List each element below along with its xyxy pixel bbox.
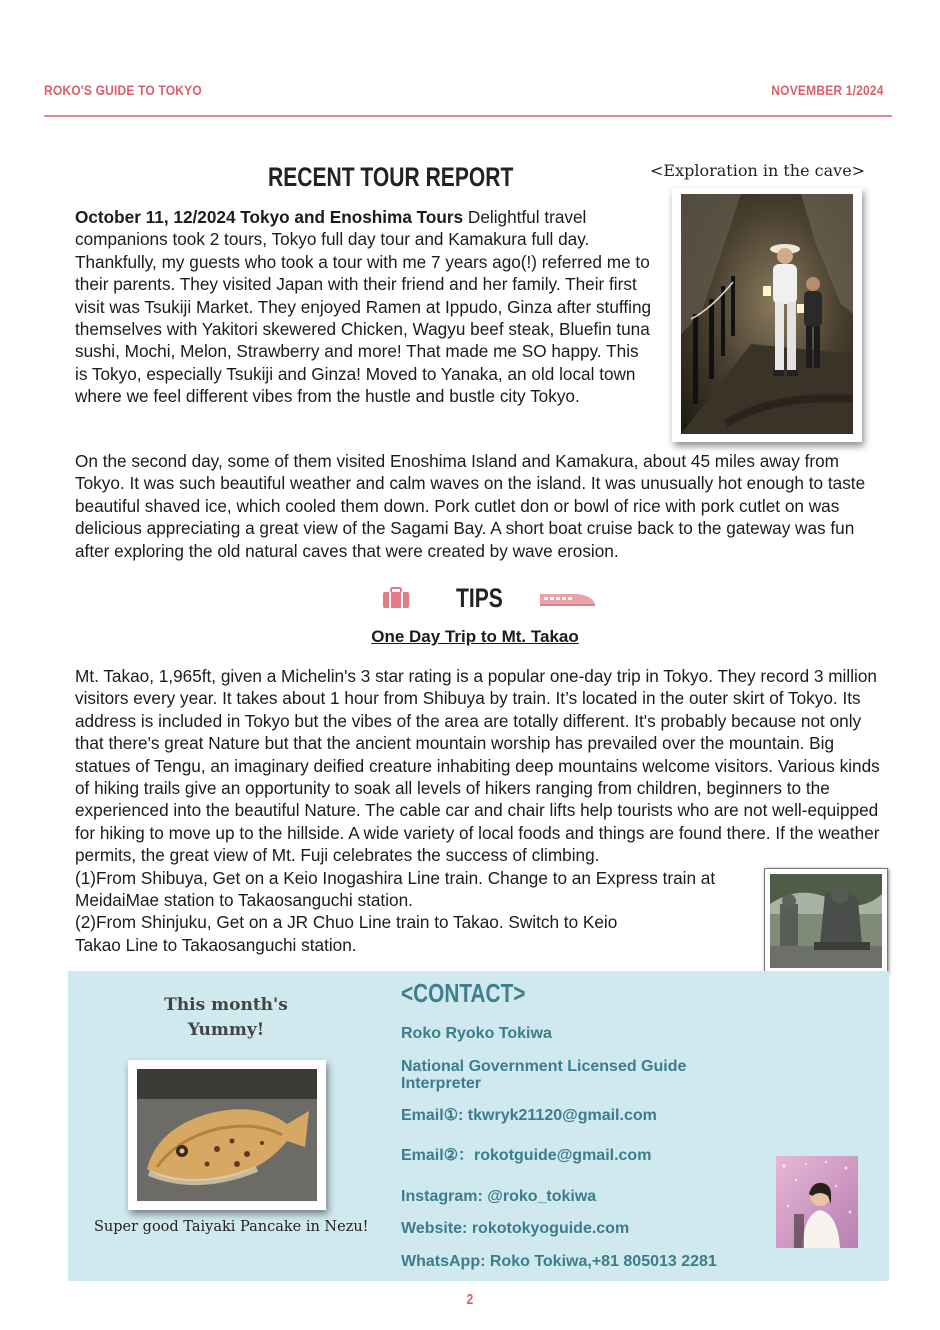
tips-route-shinjuku: (2)From Shinjuku, Get on a JR Chuo Line train to Takao. Switch to Keio Takao Line to Takaosanguchi station.	[75, 912, 618, 955]
taiyaki-photo	[128, 1060, 326, 1210]
contact-email-1[interactable]: Email①: tkwryk21120@gmail.com	[401, 1107, 657, 1124]
contact-role-line1: National Government Licensed Guide	[401, 1058, 687, 1075]
tips-subtitle: One Day Trip to Mt. Takao	[371, 627, 579, 646]
contact-instagram[interactable]: Instagram: @roko_tokiwa	[401, 1188, 597, 1205]
header-publication-title: ROKO'S GUIDE TO TOKYO	[44, 82, 202, 98]
cave-exploration-photo	[672, 188, 862, 442]
report-paragraph-1-text: Delightful travel companions took 2 tours, Tokyo full day tour and Kamakura full day. Thankfully, my guests who took a tour with me 7 years ago(!) referred me to their parents. They visited Japan with their friend and her family. Their first visit was Tsukiji Market. They enjoyed Ramen at Ippudo, Ginza after stuffing themselves with Yakitori skewered Chicken, Wagyu beef steak, Bluefin tuna sushi, Mochi, Melon, Strawberry and more! That made me SO happy. This is Tokyo, especially Tsukiji and Ginza! Moved to Yanaka, an old local town where we feel different vibes from the hustle and bustle city Tokyo.	[75, 207, 652, 407]
contact-email-2[interactable]: Email②：rokotguide@gmail.com	[401, 1147, 652, 1164]
statue-photo-image	[770, 874, 882, 968]
tips-paragraph: Mt. Takao, 1,965ft, given a Michelin's 3 star rating is a popular one-day trip in Tokyo. They record 3 million visitors every year. It takes about 1 hour from Shibuya by train. It’s located in the outer skirt of Tokyo. Its address is included in Tokyo but the vibes of the area are totally different. It's probably because not only that there's great Nature but that the ancient mountain worship has prevailed over the mountain. Big statues of Tengu, an imaginary deified creature inhabiting deep mountains welcome visitors. Various kinds of hiking trails give an opportunity to soak all levels of hikers ranging from children, beginners to the experienced into the beautiful Nature. The cable car and chair lifts help tourists who are not well-equipped for hiking to move up to the hillside. A wide variety of local foods and things are found there. If the weather permits, the great view of Mt. Fuji celebrates the success of climbing.	[75, 666, 880, 866]
report-paragraph-1	[75, 206, 655, 408]
yummy-heading	[120, 993, 332, 1043]
report-section-title: RECENT TOUR REPORT	[268, 162, 514, 192]
header-divider	[44, 115, 892, 117]
tengu-statue-photo	[764, 868, 888, 974]
yummy-heading-line1: This month's	[164, 995, 288, 1015]
tips-route-shibuya: (1)From Shibuya, Get on a Keio Inogashira Line train. Change to an Express train at MeidaiMae station to Takaosanguchi station.	[75, 867, 716, 911]
cave-photo-caption: <Exploration in the cave>	[650, 161, 866, 180]
contact-whatsapp[interactable]: WhatsApp: Roko Tokiwa,+81 805013 2281	[401, 1253, 717, 1270]
suitcase-icon	[382, 587, 410, 609]
bullet-train-icon	[538, 590, 596, 608]
contact-name: Roko Ryoko Tokiwa	[401, 1025, 552, 1042]
report-lead: October 11, 12/2024 Tokyo and Enoshima Tours	[75, 207, 464, 227]
contact-role-line2: Interpreter	[401, 1075, 482, 1092]
contact-heading: <CONTACT>	[401, 978, 526, 1008]
guide-portrait-photo	[776, 1156, 858, 1248]
report-paragraph-2: On the second day, some of them visited Enoshima Island and Kamakura, about 45 miles away from Tokyo. It was such beautiful weather and calm waves on the island. It was unusually hot enough to taste beautiful shaved ice, which cooled them down. Pork cutlet don or bowl of rice with pork cutlet on was delicious appreciating a great view of the Sagami Bay. A short boat cruise back to the gateway was fun after exploring the old natural caves that were created by wave erosion.	[75, 451, 866, 561]
yummy-heading-line2: Yummy!	[187, 1020, 265, 1040]
taiyaki-caption: Super good Taiyaki Pancake in Nezu!	[94, 1219, 369, 1235]
tips-section-title: TIPS	[456, 583, 503, 613]
guide-portrait-image	[776, 1156, 858, 1248]
cave-photo-image	[681, 194, 853, 434]
page-number: 2	[466, 1291, 474, 1308]
taiyaki-photo-image	[137, 1069, 317, 1201]
contact-role	[401, 1058, 686, 1092]
contact-website[interactable]: Website: rokotokyoguide.com	[401, 1220, 630, 1237]
header-issue-date: NOVEMBER 1/2024	[771, 82, 884, 98]
